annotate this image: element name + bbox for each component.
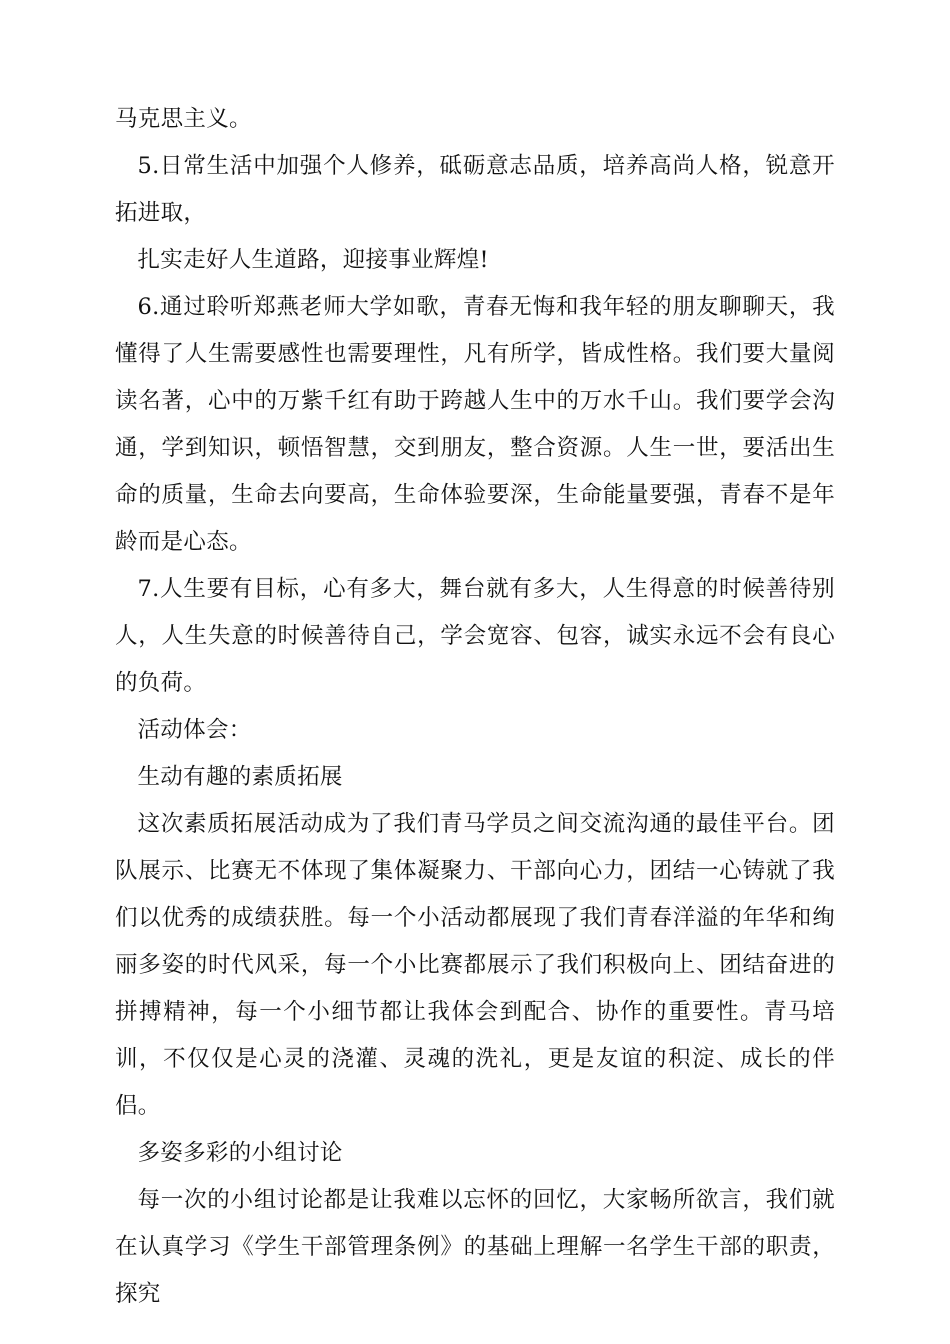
subheading-group-discussion: 多姿多彩的小组讨论 xyxy=(137,1140,343,1166)
paragraph-group-discussion: 每一次的小组讨论都是让我难以忘怀的回忆，大家畅所欲言，我们就在认真学习《学生干部管理条例》的基础上理解一名学生干部的职责，探究 xyxy=(115,1187,835,1307)
subheading-quality-expansion: 生动有趣的素质拓展 xyxy=(137,764,343,790)
paragraph-quality-expansion: 这次素质拓展活动成为了我们青马学员之间交流沟通的最佳平台。团队展示、比赛无不体现了集体凝聚力、干部向心力，团结一心铸就了我们以优秀的成绩获胜。每一个小活动都展现了我们青春洋溢的年华和绚丽多姿的时代风采，每一个小比赛都展示了我们积极向上、团结奋进的拼搏精神，每一个小细节都让我体会到配合、协作的重要性。青马培训，不仅仅是心灵的浇灌、灵魂的洗礼，更是友谊的积淀、成长的伴侣。 xyxy=(115,811,835,1119)
paragraph-item-6: 6.通过聆听郑燕老师大学如歌，青春无悔和我年轻的朋友聊聊天，我懂得了人生需要感性也需要理性，凡有所学，皆成性格。我们要大量阅读名著，心中的万紫千红有助于跨越人生中的万水千山。我们要学会沟通，学到知识，顿悟智慧，交到朋友，整合资源。人生一世，要活出生命的质量，生命去向要高，生命体验要深，生命能量要强，青春不是年龄而是心态。 xyxy=(115,294,835,555)
paragraph-item-5-continued: 扎实走好人生道路，迎接事业辉煌! xyxy=(137,247,489,273)
section-heading-activity: 活动体会： xyxy=(137,717,252,743)
document-body xyxy=(115,96,835,1318)
paragraph-item-7: 7.人生要有目标，心有多大，舞台就有多大，人生得意的时候善待别人，人生失意的时候善待自己，学会宽容、包容，诚实永远不会有良心的负荷。 xyxy=(115,576,835,696)
paragraph-item-5: 5.日常生活中加强个人修养，砥砺意志品质，培养高尚人格，锐意开拓进取， xyxy=(115,153,835,226)
paragraph-continuation: 马克思主义。 xyxy=(115,106,252,132)
